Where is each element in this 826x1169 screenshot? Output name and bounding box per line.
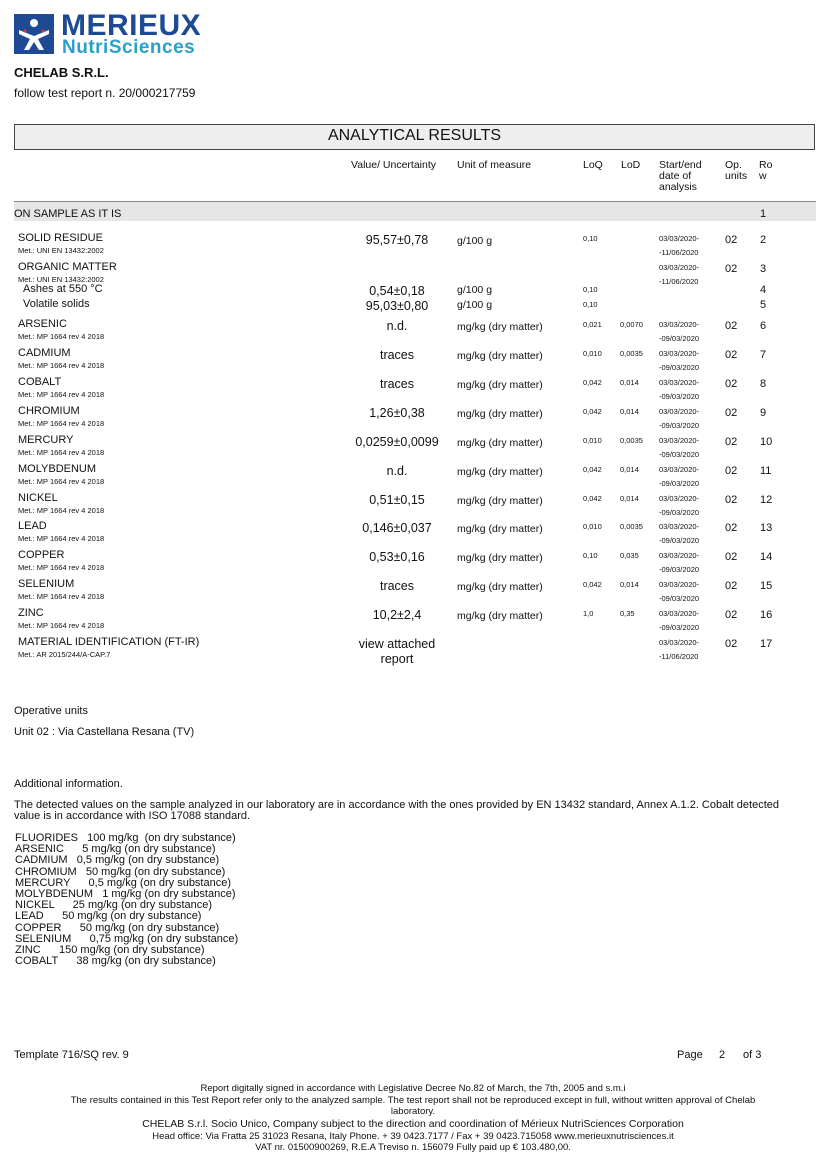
analysis-end-date: -09/03/2020	[659, 536, 700, 545]
result-value: view attached	[358, 637, 436, 651]
operative-unit-code: 02	[725, 609, 738, 621]
result-value: 0,51±0,15	[369, 493, 425, 507]
legal-line-3: laboratory.	[390, 1106, 436, 1117]
analysis-end-date: -09/03/2020	[659, 421, 700, 430]
method-reference: Met.: MP 1664 rev 4 2018	[18, 621, 105, 630]
method-reference: Met.: MP 1664 rev 4 2018	[18, 477, 105, 486]
method-reference: Met.: MP 1664 rev 4 2018	[18, 390, 105, 399]
analysis-start-date: 03/03/2020-	[659, 407, 700, 416]
method-reference: Met.: MP 1664 rev 4 2018	[18, 448, 105, 457]
unit-of-measure: mg/kg (dry matter)	[457, 350, 543, 362]
operative-unit-code: 02	[725, 320, 738, 332]
loq-value: 0,042	[583, 465, 602, 474]
legal-line-5: Head office: Via Fratta 25 31023 Resana, Italy Phone. + 39 0423.7177 / Fax + 39 0423.715058 www.merieuxnutrisciences.it	[152, 1131, 674, 1142]
method-reference: Met.: MP 1664 rev 4 2018	[18, 563, 105, 572]
operative-unit-code: 02	[725, 378, 738, 390]
analysis-start-date: 03/03/2020-	[659, 580, 700, 589]
section-label: ON SAMPLE AS IT IS	[14, 208, 122, 220]
operative-unit-code: 02	[725, 407, 738, 419]
result-value: traces	[379, 377, 415, 391]
method-reference: Met.: MP 1664 rev 4 2018	[18, 419, 105, 428]
additional-info-title: Additional information.	[14, 778, 123, 790]
row-number: 14	[760, 551, 773, 563]
legal-line-6: VAT nr. 01500900269, R.E.A Treviso n. 156079 Fully paid up € 103.480,00.	[255, 1142, 571, 1153]
operative-unit-code: 02	[725, 551, 738, 563]
limit-entry: NICKEL 25 mg/kg (on dry substance)	[15, 899, 213, 912]
additional-info-text-line1: The detected values on the sample analyzed in our laboratory are in accordance with the ones provided by EN 13432 standard, Annex A.1.2. Cobalt detected	[14, 799, 779, 811]
analysis-start-date: 03/03/2020-	[659, 609, 700, 618]
legal-line-4: CHELAB S.r.l. Socio Unico, Company subject to the direction and coordination of Mérieux NutriSciences Corporation	[142, 1118, 684, 1130]
lod-value: 0,014	[620, 407, 639, 416]
analysis-start-date: 03/03/2020-	[659, 349, 700, 358]
parameter-name: SOLID RESIDUE	[18, 232, 103, 244]
row-number: 3	[760, 263, 767, 275]
operative-unit-code: 02	[725, 580, 738, 592]
parameter-name: MATERIAL IDENTIFICATION (FT-IR)	[18, 636, 200, 648]
loq-value: 0,010	[583, 349, 602, 358]
brand-subname: NutriSciences	[62, 37, 196, 58]
row-number: 11	[760, 465, 772, 477]
lod-value: 0,0070	[620, 320, 643, 329]
results-title-bar	[14, 124, 815, 150]
operative-unit-code: 02	[725, 263, 738, 275]
analysis-end-date: -09/03/2020	[659, 565, 700, 574]
legal-line-1: Report digitally signed in accordance with Legislative Decree No.82 of March, the 7th, 2005 and s.m.i	[200, 1083, 626, 1094]
result-value: n.d.	[386, 319, 408, 333]
operative-unit-code: 02	[725, 522, 738, 534]
loq-value: 0,042	[583, 407, 602, 416]
analysis-end-date: -09/03/2020	[659, 450, 700, 459]
limit-entry: MERCURY 0,5 mg/kg (on dry substance)	[15, 876, 232, 889]
legal-line-2: The results contained in this Test Report refer only to the analyzed sample. The test report shall not be reproduced except in full, without written approval of Chelab	[70, 1095, 756, 1106]
parameter-name: ORGANIC MATTER	[18, 261, 117, 273]
loq-value: 0,010	[583, 436, 602, 445]
row-number: 10	[760, 436, 773, 448]
limits-list	[15, 833, 238, 967]
operative-unit-code: 02	[725, 234, 738, 246]
results-title: ANALYTICAL RESULTS	[327, 127, 502, 144]
analysis-end-date: -09/03/2020	[659, 479, 700, 488]
method-reference: Met.: MP 1664 rev 4 2018	[18, 506, 105, 515]
row-number: 15	[760, 580, 773, 592]
parameter-name: Volatile solids	[23, 298, 90, 310]
result-value: n.d.	[386, 464, 408, 478]
loq-value: 0,042	[583, 378, 602, 387]
parameter-name: CADMIUM	[18, 347, 71, 359]
section-bar	[14, 202, 816, 221]
operative-unit-code: 02	[725, 494, 738, 506]
lod-value: 0,0035	[620, 349, 643, 358]
operative-unit-entry: Unit 02 : Via Castellana Resana (TV)	[14, 726, 195, 738]
row-number: 4	[760, 284, 767, 296]
method-reference: Met.: MP 1664 rev 4 2018	[18, 534, 105, 543]
row-number: 6	[760, 320, 767, 332]
loq-value: 0,042	[583, 494, 602, 503]
parameter-name: NICKEL	[18, 492, 58, 504]
result-value: 0,54±0,18	[369, 284, 425, 298]
lod-value: 0,014	[620, 465, 639, 474]
loq-value: 0,10	[583, 285, 598, 294]
unit-of-measure: g/100 g	[457, 235, 493, 247]
result-value: 0,0259±0,0099	[355, 435, 439, 449]
row-number: 7	[760, 349, 767, 361]
result-value: 0,146±0,037	[362, 521, 432, 535]
lod-value: 0,014	[620, 494, 639, 503]
loq-value: 1,0	[583, 609, 594, 618]
result-value: traces	[379, 348, 415, 362]
analysis-end-date: -09/03/2020	[659, 508, 700, 517]
col-header-value: Value/ Uncertainty	[351, 159, 437, 171]
col-header-loq: LoQ	[583, 159, 603, 171]
parameter-name: MOLYBDENUM	[18, 463, 97, 475]
result-value: 0,53±0,16	[369, 550, 425, 564]
parameter-name: ZINC	[18, 607, 44, 619]
unit-of-measure: mg/kg (dry matter)	[457, 321, 543, 333]
method-reference: Met.: MP 1664 rev 4 2018	[18, 592, 105, 601]
method-reference: Met.: MP 1664 rev 4 2018	[18, 361, 105, 370]
lod-value: 0,035	[620, 551, 639, 560]
unit-of-measure: mg/kg (dry matter)	[457, 437, 543, 449]
lod-value: 0,0035	[620, 436, 643, 445]
unit-of-measure: g/100 g	[457, 284, 493, 296]
template-reference: Template 716/SQ rev. 9	[14, 1049, 129, 1061]
lod-value: 0,0035	[620, 522, 643, 531]
result-value: report	[380, 652, 414, 666]
method-reference: Met.: MP 1664 rev 4 2018	[18, 332, 105, 341]
analysis-start-date: 03/03/2020-	[659, 551, 700, 560]
loq-value: 0,10	[583, 234, 598, 243]
row-number: 12	[760, 494, 773, 506]
section-row-number: 1	[760, 208, 767, 220]
result-value: 1,26±0,38	[369, 406, 425, 420]
row-number: 2	[760, 234, 767, 246]
limit-entry: ARSENIC 5 mg/kg (on dry substance)	[15, 843, 216, 856]
row-number: 9	[760, 407, 767, 419]
parameter-name: COPPER	[18, 549, 65, 561]
report-reference: follow test report n. 20/000217759	[14, 86, 196, 100]
operative-unit-code: 02	[725, 638, 738, 650]
analysis-start-date: 03/03/2020-	[659, 465, 700, 474]
limit-entry: COBALT 38 mg/kg (on dry substance)	[15, 955, 216, 968]
col-header-op-units: Op. units	[725, 159, 748, 182]
row-number: 16	[760, 609, 773, 621]
brand-name: MERIEUX	[61, 9, 202, 42]
col-header-date: Start/end date of analysis	[659, 159, 702, 193]
method-reference: Met.: UNI EN 13432:2002	[18, 246, 104, 255]
unit-of-measure: mg/kg (dry matter)	[457, 408, 543, 420]
analysis-end-date: -09/03/2020	[659, 334, 700, 343]
limit-entry: CADMIUM 0,5 mg/kg (on dry substance)	[15, 854, 220, 867]
page-total: of 3	[743, 1049, 762, 1061]
row-number: 5	[760, 299, 767, 311]
merieux-logo-icon	[14, 14, 54, 54]
analysis-start-date: 03/03/2020-	[659, 638, 700, 647]
result-value: 95,57±0,78	[365, 233, 429, 247]
lod-value: 0,014	[620, 378, 639, 387]
analysis-end-date: -09/03/2020	[659, 392, 700, 401]
analysis-end-date: -09/03/2020	[659, 623, 700, 632]
loq-value: 0,10	[583, 551, 598, 560]
page-number: 2	[719, 1049, 726, 1061]
col-header-lod: LoD	[621, 159, 641, 171]
limit-entry: FLUORIDES 100 mg/kg (on dry substance)	[15, 832, 236, 844]
operative-unit-code: 02	[725, 349, 738, 361]
limit-entry: SELENIUM 0,75 mg/kg (on dry substance)	[15, 932, 239, 945]
analysis-start-date: 03/03/2020-	[659, 436, 700, 445]
loq-value: 0,042	[583, 580, 602, 589]
result-value: 10,2±2,4	[372, 608, 422, 622]
analysis-end-date: -11/06/2020	[659, 277, 699, 286]
loq-value: 0,010	[583, 522, 602, 531]
limit-entry: COPPER 50 mg/kg (on dry substance)	[15, 921, 220, 934]
analysis-start-date: 03/03/2020-	[659, 263, 700, 272]
lod-value: 0,35	[620, 609, 635, 618]
unit-of-measure: mg/kg (dry matter)	[457, 581, 543, 593]
analysis-end-date: -11/06/2020	[659, 652, 699, 661]
company-name: CHELAB S.R.L.	[14, 65, 109, 80]
operative-unit-code: 02	[725, 465, 738, 477]
loq-value: 0,10	[583, 300, 598, 309]
operative-units-title: Operative units	[14, 705, 88, 717]
unit-of-measure: mg/kg (dry matter)	[457, 495, 543, 507]
parameter-name: CHROMIUM	[18, 405, 80, 417]
lod-value: 0,014	[620, 580, 639, 589]
result-value: 95,03±0,80	[365, 299, 429, 313]
parameter-name: Ashes at 550 °C	[23, 283, 103, 295]
limit-entry: CHROMIUM 50 mg/kg (on dry substance)	[15, 865, 226, 878]
result-value: traces	[379, 579, 415, 593]
row-number: 17	[760, 638, 773, 650]
analysis-end-date: -09/03/2020	[659, 363, 700, 372]
additional-info-text-line2: value is in accordance with ISO 17088 standard.	[14, 810, 251, 822]
method-reference: Met.: UNI EN 13432:2002	[18, 275, 104, 284]
page-label: Page	[677, 1049, 703, 1061]
analysis-end-date: -11/06/2020	[659, 248, 699, 257]
analysis-start-date: 03/03/2020-	[659, 320, 700, 329]
parameter-name: LEAD	[18, 520, 47, 532]
operative-unit-code: 02	[725, 436, 738, 448]
limit-entry: LEAD 50 mg/kg (on dry substance)	[15, 910, 202, 923]
limit-entry: MOLYBDENUM 1 mg/kg (on dry substance)	[15, 888, 236, 901]
parameter-name: COBALT	[18, 376, 62, 388]
parameter-name: MERCURY	[18, 434, 74, 446]
unit-of-measure: g/100 g	[457, 299, 493, 311]
unit-of-measure: mg/kg (dry matter)	[457, 523, 543, 535]
limit-entry: ZINC 150 mg/kg (on dry substance)	[15, 944, 205, 957]
unit-of-measure: mg/kg (dry matter)	[457, 552, 543, 564]
analysis-start-date: 03/03/2020-	[659, 234, 700, 243]
analysis-start-date: 03/03/2020-	[659, 494, 700, 503]
col-header-unit: Unit of measure	[457, 159, 532, 171]
analysis-start-date: 03/03/2020-	[659, 378, 700, 387]
analysis-end-date: -09/03/2020	[659, 594, 700, 603]
analysis-start-date: 03/03/2020-	[659, 522, 700, 531]
parameter-name: ARSENIC	[18, 318, 67, 330]
method-reference: Met.: AR 2015/244/A-CAP.7	[18, 650, 111, 659]
loq-value: 0,021	[583, 320, 602, 329]
col-header-row: Ro w	[759, 159, 773, 182]
unit-of-measure: mg/kg (dry matter)	[457, 610, 543, 622]
row-number: 13	[760, 522, 773, 534]
unit-of-measure: mg/kg (dry matter)	[457, 379, 543, 391]
unit-of-measure: mg/kg (dry matter)	[457, 466, 543, 478]
parameter-name: SELENIUM	[18, 578, 75, 590]
row-number: 8	[760, 378, 767, 390]
